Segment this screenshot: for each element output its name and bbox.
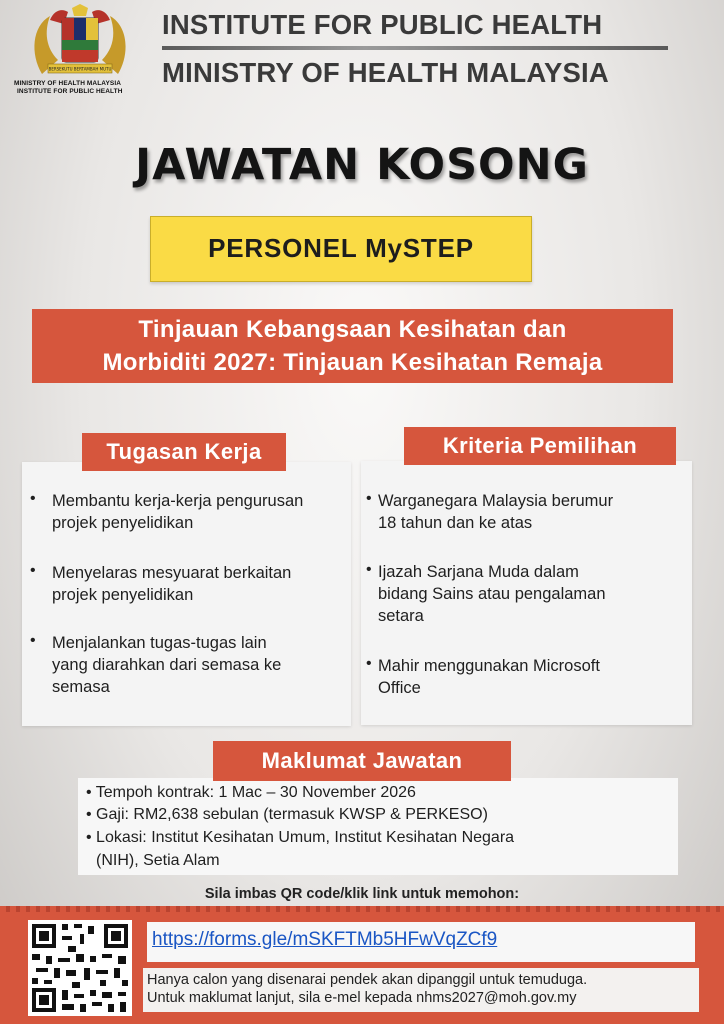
header-institute: INSTITUTE FOR PUBLIC HEALTH xyxy=(162,9,603,40)
info-location: • Lokasi: Institut Kesihatan Umum, Institut Kesihatan Negara xyxy=(86,829,515,846)
shortlist-notice: Hanya calon yang disenarai pendek akan dipanggil untuk temuduga. xyxy=(147,972,588,988)
bullet-icon: • xyxy=(30,490,36,507)
footer-border xyxy=(0,906,724,912)
position-box xyxy=(150,216,532,282)
criteria-item-2: Ijazah Sarjana Muda dalam bidang Sains atau pengalaman setara xyxy=(378,563,606,625)
contact-notice: Untuk maklumat lanjut, sila e-mel kepada nhms2027@moh.gov.my xyxy=(147,990,577,1006)
apply-caption: Sila imbas QR code/klik link untuk memohon: xyxy=(204,886,520,902)
position-title: PERSONEL MySTEP xyxy=(208,233,474,263)
info-salary: • Gaji: RM2,638 sebulan (termasuk KWSP & PERKESO) xyxy=(86,806,488,823)
info-contract: • Tempoh kontrak: 1 Mac – 30 November 2026 xyxy=(86,784,416,801)
survey-title-line-2: Morbiditi 2027: Tinjauan Kesihatan Remaja xyxy=(102,349,603,376)
bullet-icon: • xyxy=(366,655,372,672)
job-info-heading: Maklumat Jawatan xyxy=(213,741,511,781)
svg-text:BERSEKUTU BERTAMBAH MUTU: BERSEKUTU BERTAMBAH MUTU xyxy=(48,66,112,72)
criteria-item-1: Warganegara Malaysia berumur 18 tahun dan ke atas xyxy=(378,492,614,532)
header-ministry: MINISTRY OF HEALTH MALAYSIA xyxy=(162,57,609,88)
coat-of-arms-icon xyxy=(28,4,132,82)
duties-heading: Tugasan Kerja xyxy=(82,433,286,471)
duty-item-3: Menjalankan tugas-tugas lain yang diarahkan dari semasa ke semasa xyxy=(52,634,282,696)
logo-caption-ministry: MINISTRY OF HEALTH MALAYSIA xyxy=(14,80,122,87)
qr-code-icon[interactable] xyxy=(28,920,132,1016)
survey-title-line-1: Tinjauan Kebangsaan Kesihatan dan xyxy=(138,316,567,343)
bullet-icon: • xyxy=(30,632,36,649)
page-title: JAWATAN KOSONG xyxy=(135,140,589,190)
criteria-heading: Kriteria Pemilihan xyxy=(404,427,676,465)
application-form-link[interactable]: https://forms.gle/mSKFTMb5HFwVqZCf9 xyxy=(152,929,498,950)
duty-item-2: Menyelaras mesyuarat berkaitan projek penyelidikan xyxy=(52,564,292,604)
survey-banner xyxy=(32,309,673,383)
info-location-cont: (NIH), Setia Alam xyxy=(96,852,220,869)
duty-item-1: Membantu kerja-kerja pengurusan projek penyelidikan xyxy=(52,492,304,532)
bullet-icon: • xyxy=(30,562,36,579)
logo-caption-institute: INSTITUTE FOR PUBLIC HEALTH xyxy=(17,88,123,95)
header-divider xyxy=(162,46,668,50)
criteria-item-3: Mahir menggunakan Microsoft Office xyxy=(378,657,600,697)
bullet-icon: • xyxy=(366,490,372,507)
bullet-icon: • xyxy=(366,561,372,578)
